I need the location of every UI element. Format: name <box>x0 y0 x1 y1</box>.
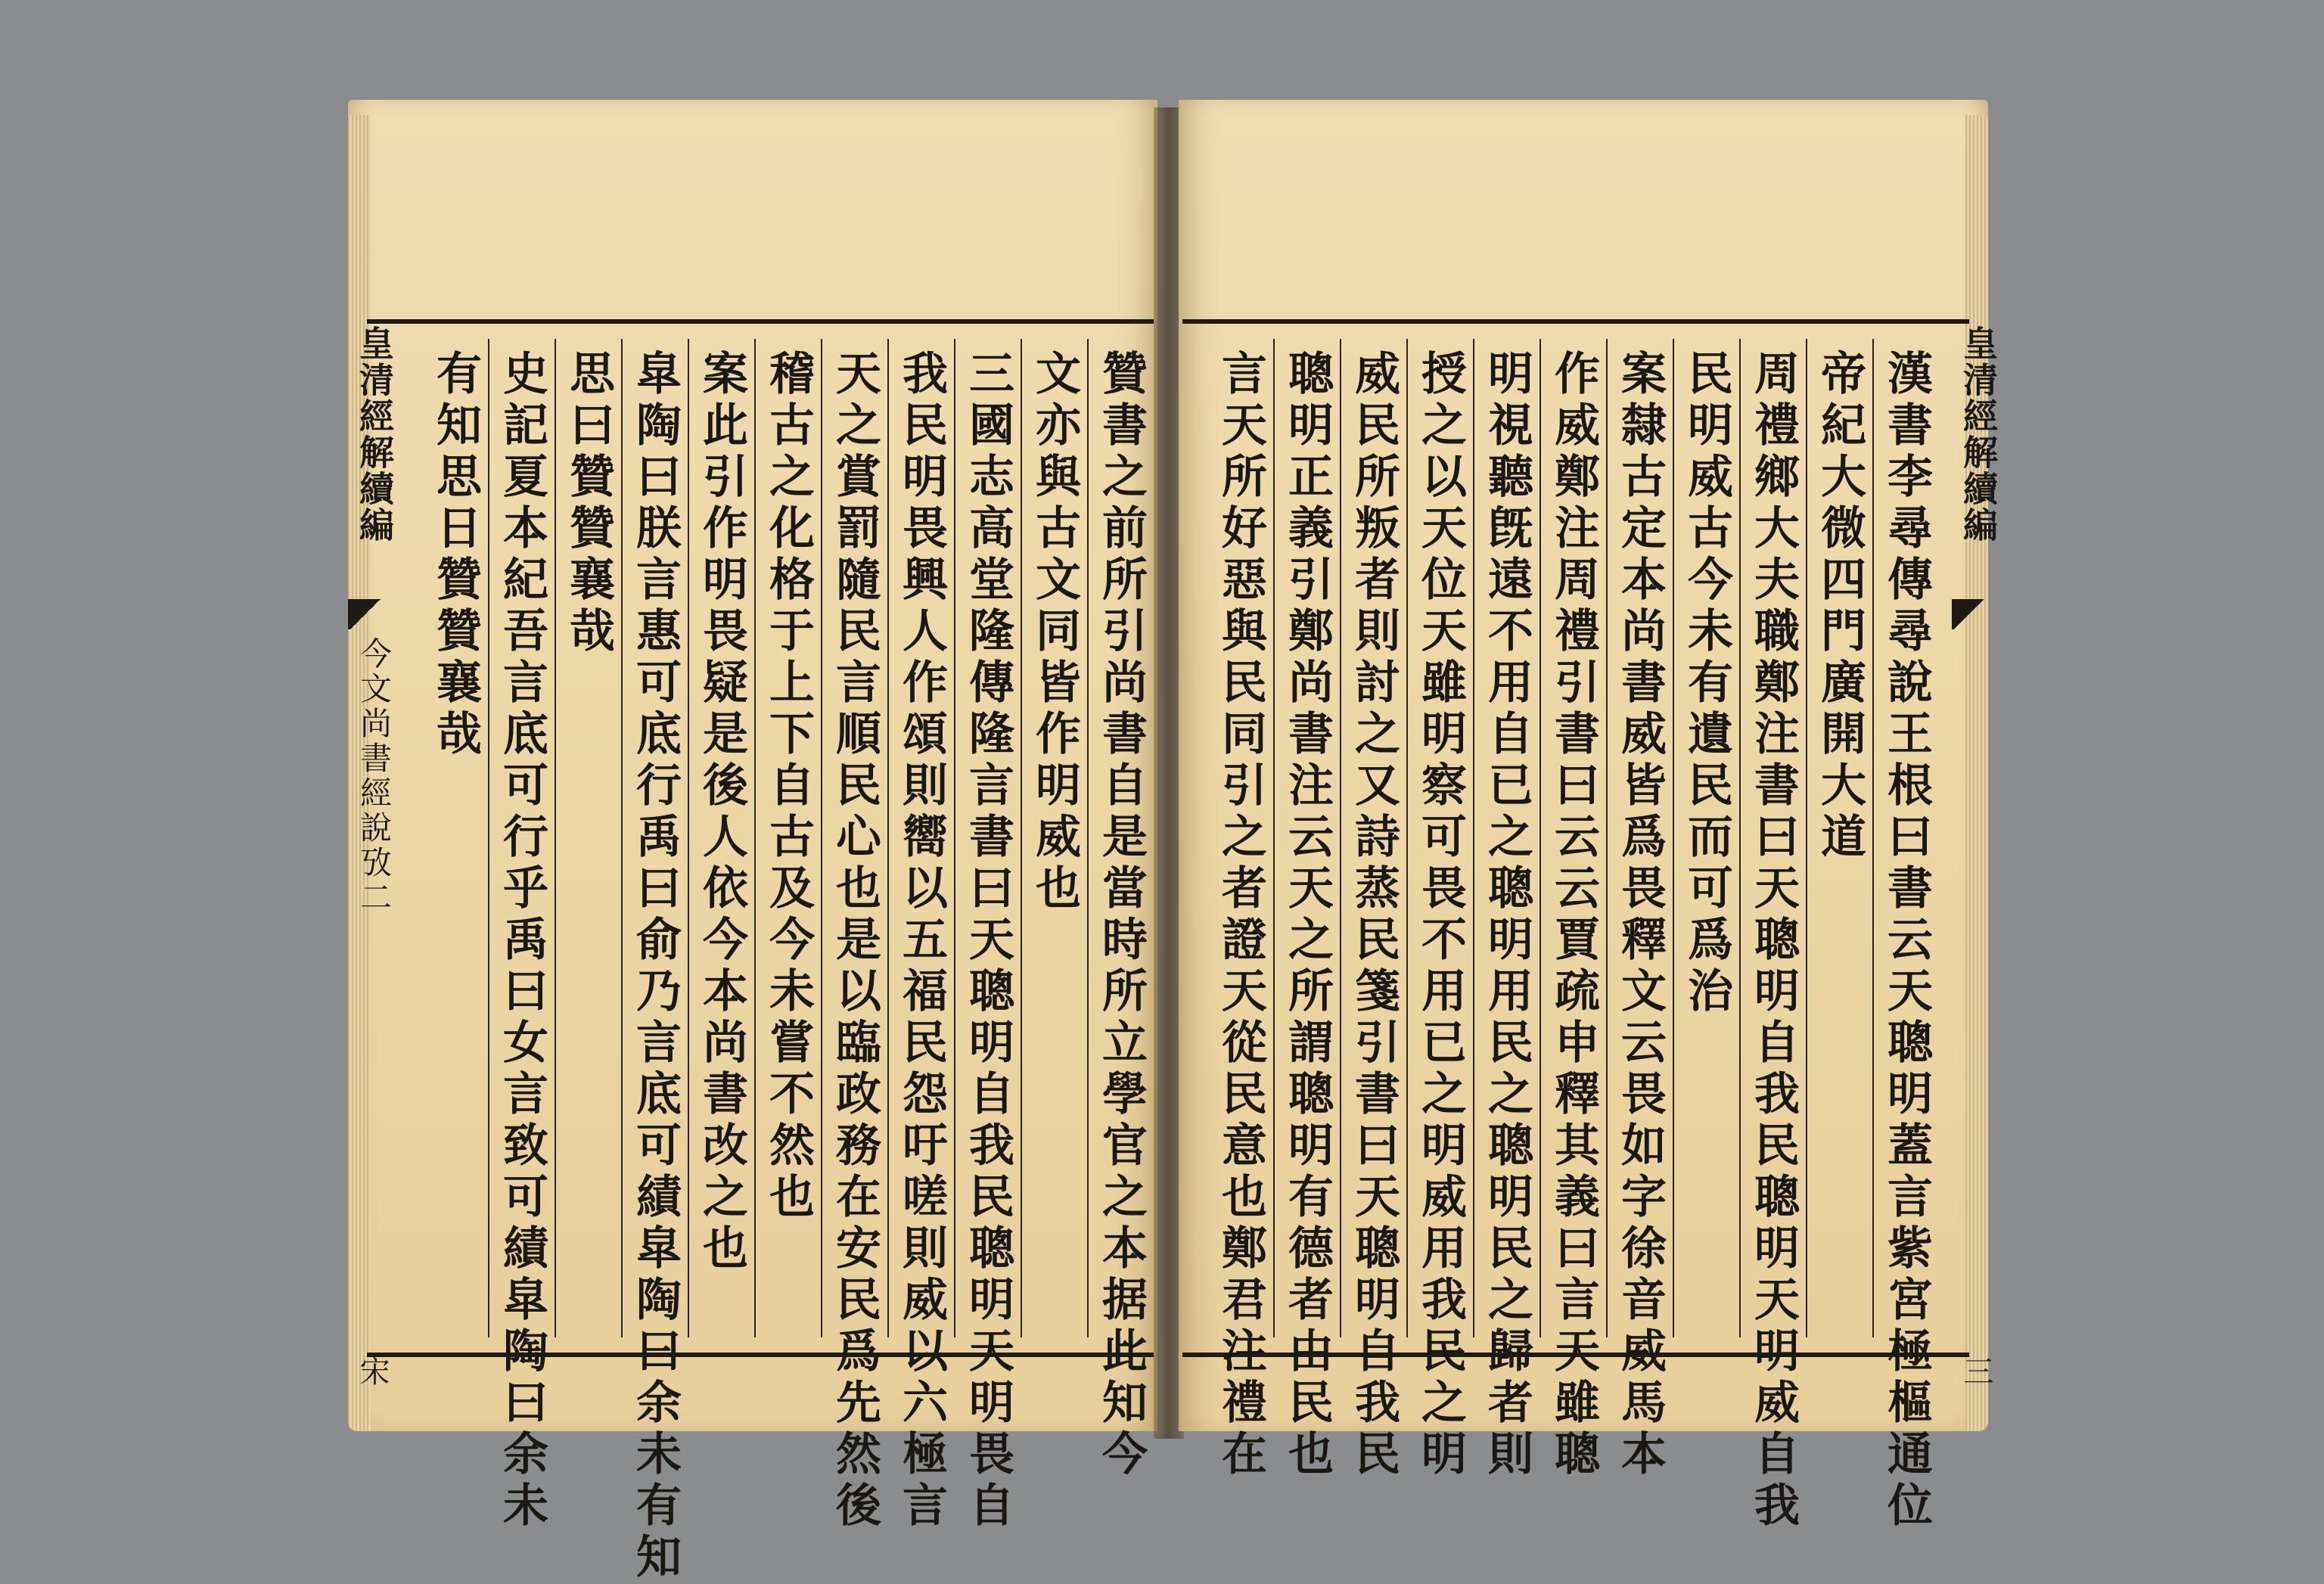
banxin-title: 皇清經解續編 <box>1958 325 1999 543</box>
column-text: 案隸古定本尚書威皆爲畏釋文云畏如字徐音威馬本 <box>1614 349 1667 1481</box>
text-column <box>1673 339 1739 1337</box>
left-page <box>348 100 1157 1584</box>
left-text-frame <box>367 319 1154 1584</box>
text-column <box>1208 339 1273 1481</box>
text-column <box>1539 339 1606 1481</box>
column-text: 作威鄭注周禮引書曰云云賈疏申釋其義曰言天雖聰 <box>1547 349 1600 1481</box>
left-columns <box>397 339 1154 1584</box>
open-book <box>333 92 2001 1584</box>
fishtail-mark <box>1952 599 1987 629</box>
text-column <box>1340 339 1406 1481</box>
fishtail-mark <box>348 599 383 629</box>
text-column <box>1273 339 1340 1481</box>
column-text: 文亦與古文同皆作明威也 <box>1028 349 1081 915</box>
text-column <box>1087 339 1154 1481</box>
column-text: 聰明正義引鄭尚書注云天之所謂聰明有德者由民也 <box>1281 349 1334 1481</box>
text-column <box>1806 339 1872 1337</box>
column-text: 言天所好惡與民同引之者證天從民意也鄭君注禮在 <box>1214 349 1267 1481</box>
column-text: 皐陶曰朕言惠可底行禹曰俞乃言底可績皐陶曰余未有知 <box>629 349 682 1584</box>
banxin-page-mark: 宋 <box>355 1356 390 1386</box>
column-text: 明視聽旣遠不用自已之聰明用民之聰明民之歸者則 <box>1480 349 1533 1481</box>
column-text: 周禮鄉大夫職鄭注書曰天聰明自我民聰明天明威自我 <box>1747 349 1800 1533</box>
banxin-page-number: 三 <box>1959 1356 1993 1386</box>
text-column <box>621 339 688 1584</box>
right-columns <box>1182 339 1939 1533</box>
text-column <box>1473 339 1539 1481</box>
column-text: 帝紀大微四門廣開大道 <box>1813 349 1866 864</box>
text-column <box>1739 339 1806 1533</box>
text-column <box>954 339 1021 1533</box>
column-text: 贊書之前所引尚書自是當時所立學官之本据此知今 <box>1095 349 1148 1481</box>
text-column <box>1606 339 1673 1481</box>
left-banxin <box>348 319 395 1386</box>
text-column <box>821 339 887 1533</box>
column-text: 我民明畏興人作頌則嚮以五福民怨吁嗟則威以六極言 <box>895 349 948 1533</box>
text-column <box>488 339 555 1533</box>
text-column <box>1872 339 1939 1533</box>
column-text: 史記夏本紀吾言底可行乎禹曰女言致可績皐陶曰余未 <box>496 349 548 1533</box>
right-banxin <box>1952 319 1999 1386</box>
column-text: 天之賞罰隨民言順民心也是以臨政務在安民爲先然後 <box>828 349 881 1533</box>
text-column <box>688 339 754 1337</box>
banxin-title: 皇清經解續編 <box>354 325 395 543</box>
column-text: 民明威古今未有遺民而可爲治 <box>1680 349 1733 1018</box>
banxin-subtitle: 今文尚書經說攷二 <box>356 637 393 915</box>
column-text: 案此引作明畏疑是後人依今本尚書改之也 <box>695 349 748 1275</box>
column-text: 威民所叛者則討之又詩蒸民箋引書曰天聰明自我民 <box>1347 349 1400 1481</box>
right-text-frame <box>1182 319 1969 1533</box>
text-column <box>423 339 488 1337</box>
column-text: 授之以天位天雖明察可畏不用已之明威用我民之明 <box>1414 349 1467 1481</box>
column-text: 有知思日贊贊襄哉 <box>429 349 482 761</box>
right-page <box>1179 100 1999 1533</box>
text-column <box>887 339 954 1533</box>
text-column <box>1021 339 1087 1337</box>
column-text: 稽古之化格于上下自古及今未嘗不然也 <box>762 349 815 1224</box>
column-text: 三國志高堂隆傳隆言書曰天聰明自我民聰明天明畏自 <box>962 349 1014 1533</box>
text-column <box>754 339 821 1337</box>
column-text: 漢書李尋傳尋說王根曰書云天聰明蓋言紫宮極樞通位 <box>1880 349 1933 1533</box>
text-column <box>1406 339 1473 1481</box>
text-column <box>555 339 621 1337</box>
column-text: 思曰贊贊襄哉 <box>562 349 615 658</box>
